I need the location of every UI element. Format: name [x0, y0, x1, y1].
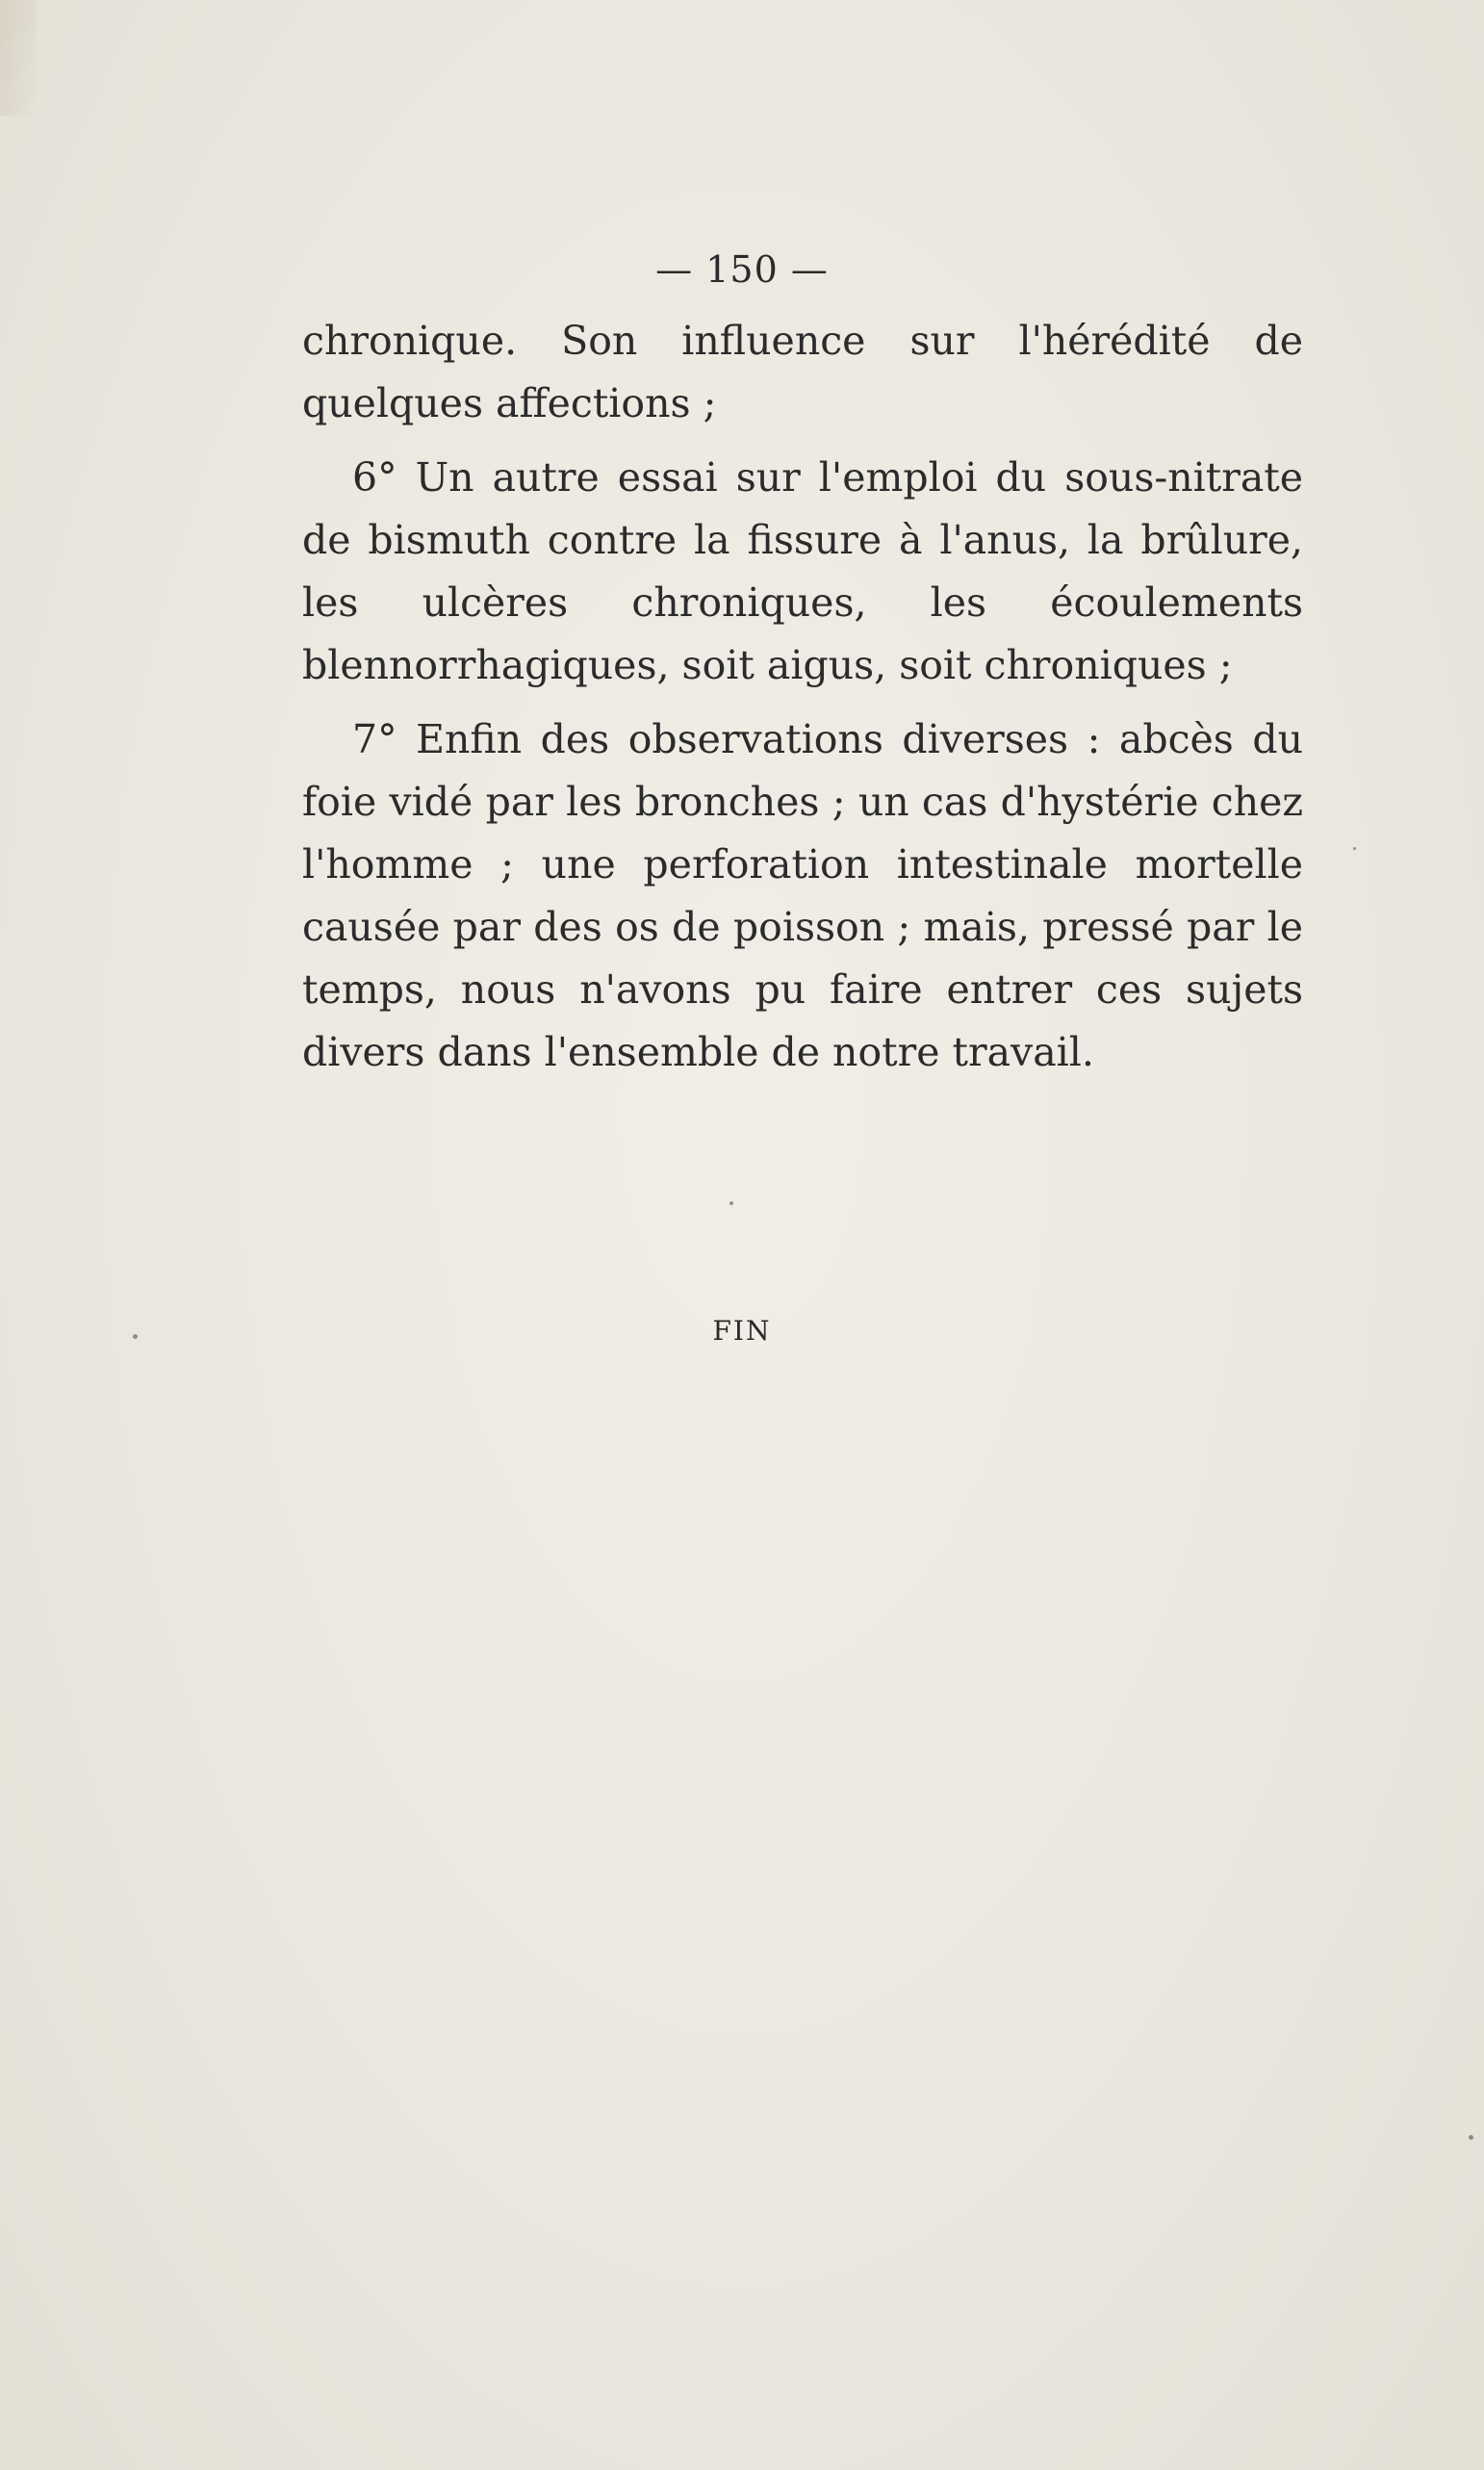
- paper-speck: [1469, 2135, 1473, 2140]
- paper-speck: [729, 1201, 733, 1205]
- paper-speck: [1353, 847, 1356, 850]
- paragraph-item-7: 7° Enfin des observations diverses : abcès du foie vidé par les bronches ; un cas d'hystérie chez l'homme ; une perforation intestinale mortelle causée par des os de poisson ; mais, pressé par le temps, nous n'avons pu faire entrer ces sujets divers dans l'ensemble de notre travail.: [302, 716, 1303, 1075]
- paper-speck: [133, 1334, 138, 1339]
- paragraph-item-6: 6° Un autre essai sur l'emploi du sous-nitrate de bismuth contre la fissure à l'anus, la brûlure, les ulcères chroniques, les écoulements blennorrhagiques, soit aigus, soit chroniques ;: [302, 454, 1303, 688]
- page-number: — 150 —: [655, 248, 829, 291]
- paragraph-continuation: chronique. Son influence sur l'hérédité de quelques affections ;: [302, 318, 1303, 426]
- body-text: [302, 310, 1303, 1084]
- paper-edge-mark: [0, 0, 37, 116]
- end-marker: FIN: [712, 1315, 772, 1347]
